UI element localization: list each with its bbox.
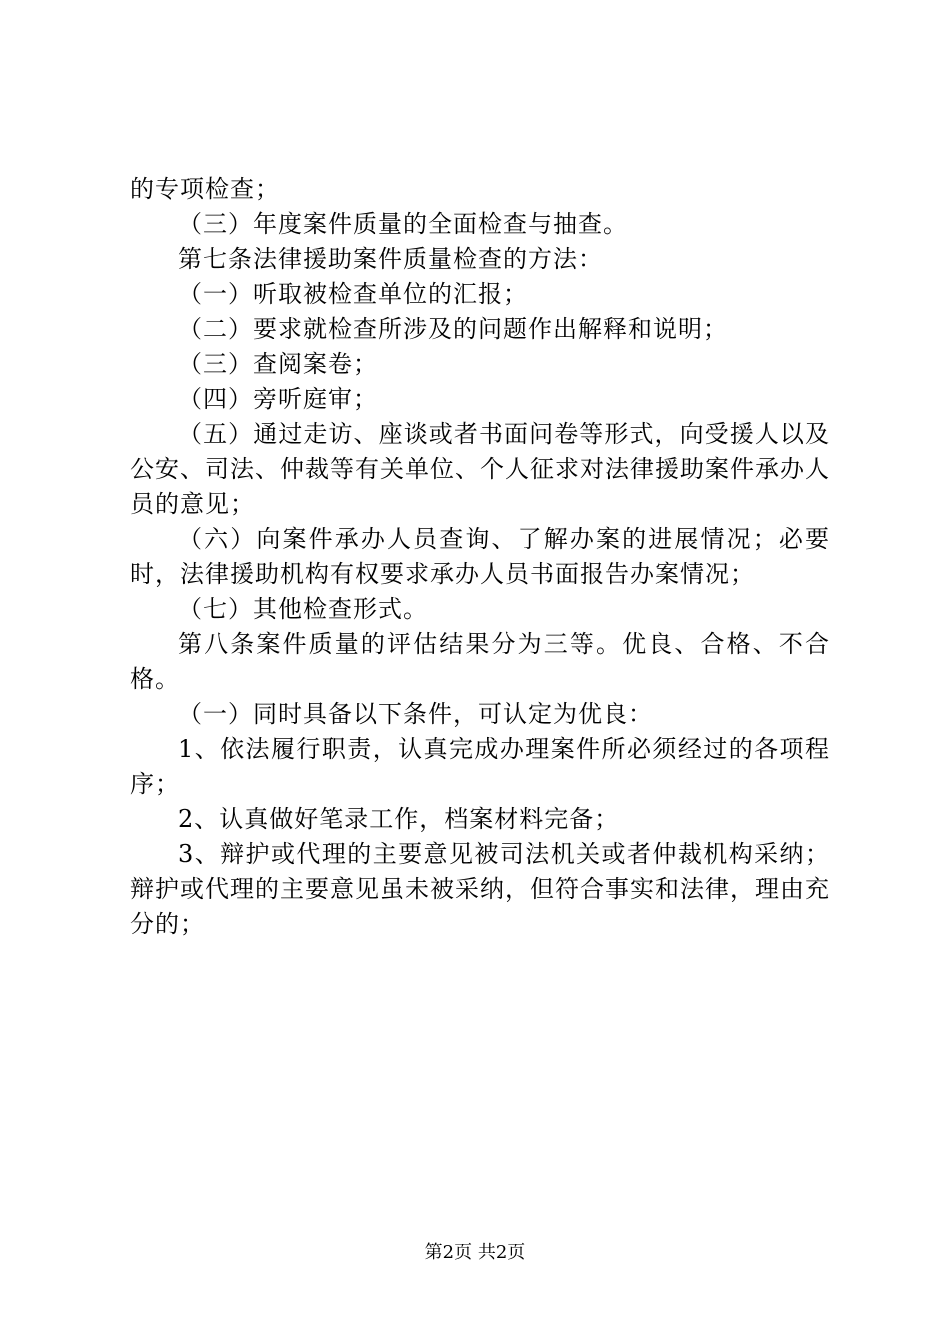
paragraph-13: 2、认真做好笔录工作，档案材料完备； [178,805,620,833]
paragraph-0: 的专项检查； [130,175,280,203]
paragraph-9: （七）其他检查形式。 [178,595,428,623]
paragraph-2: 第七条法律援助案件质量检查的方法： [178,245,603,273]
paragraph-14: 3、辩护或代理的主要意见被司法机关或者仲裁机构采纳；辩护或代理的主要意见虽未被采纳，但符合事实和法律，理由充分的； [130,840,830,938]
paragraph-7: （五）通过走访、座谈或者书面问卷等形式，向受援人以及公安、司法、仲裁等有关单位、个人征求对法律援助案件承办人员的意见； [130,420,830,518]
paragraph-5: （三）查阅案卷； [178,350,378,378]
page-number-label: 第2页 共2页 [424,1242,526,1263]
paragraph-4: （二）要求就检查所涉及的问题作出解释和说明； [178,315,728,343]
paragraph-1: （三）年度案件质量的全面检查与抽查。 [178,210,628,238]
page-footer [0,1241,950,1265]
paragraph-6: （四）旁听庭审； [178,385,378,413]
paragraph-12: 1、依法履行职责，认真完成办理案件所必须经过的各项程序； [130,735,830,798]
paragraph-10: 第八条案件质量的评估结果分为三等。优良、合格、不合格。 [130,630,830,693]
paragraph-11: （一）同时具备以下条件，可认定为优良： [178,700,653,728]
paragraph-8: （六）向案件承办人员查询、了解办案的进展情况；必要时，法律援助机构有权要求承办人员书面报告办案情况； [130,525,830,588]
document-body [130,172,830,942]
paragraph-3: （一）听取被检查单位的汇报； [178,280,528,308]
